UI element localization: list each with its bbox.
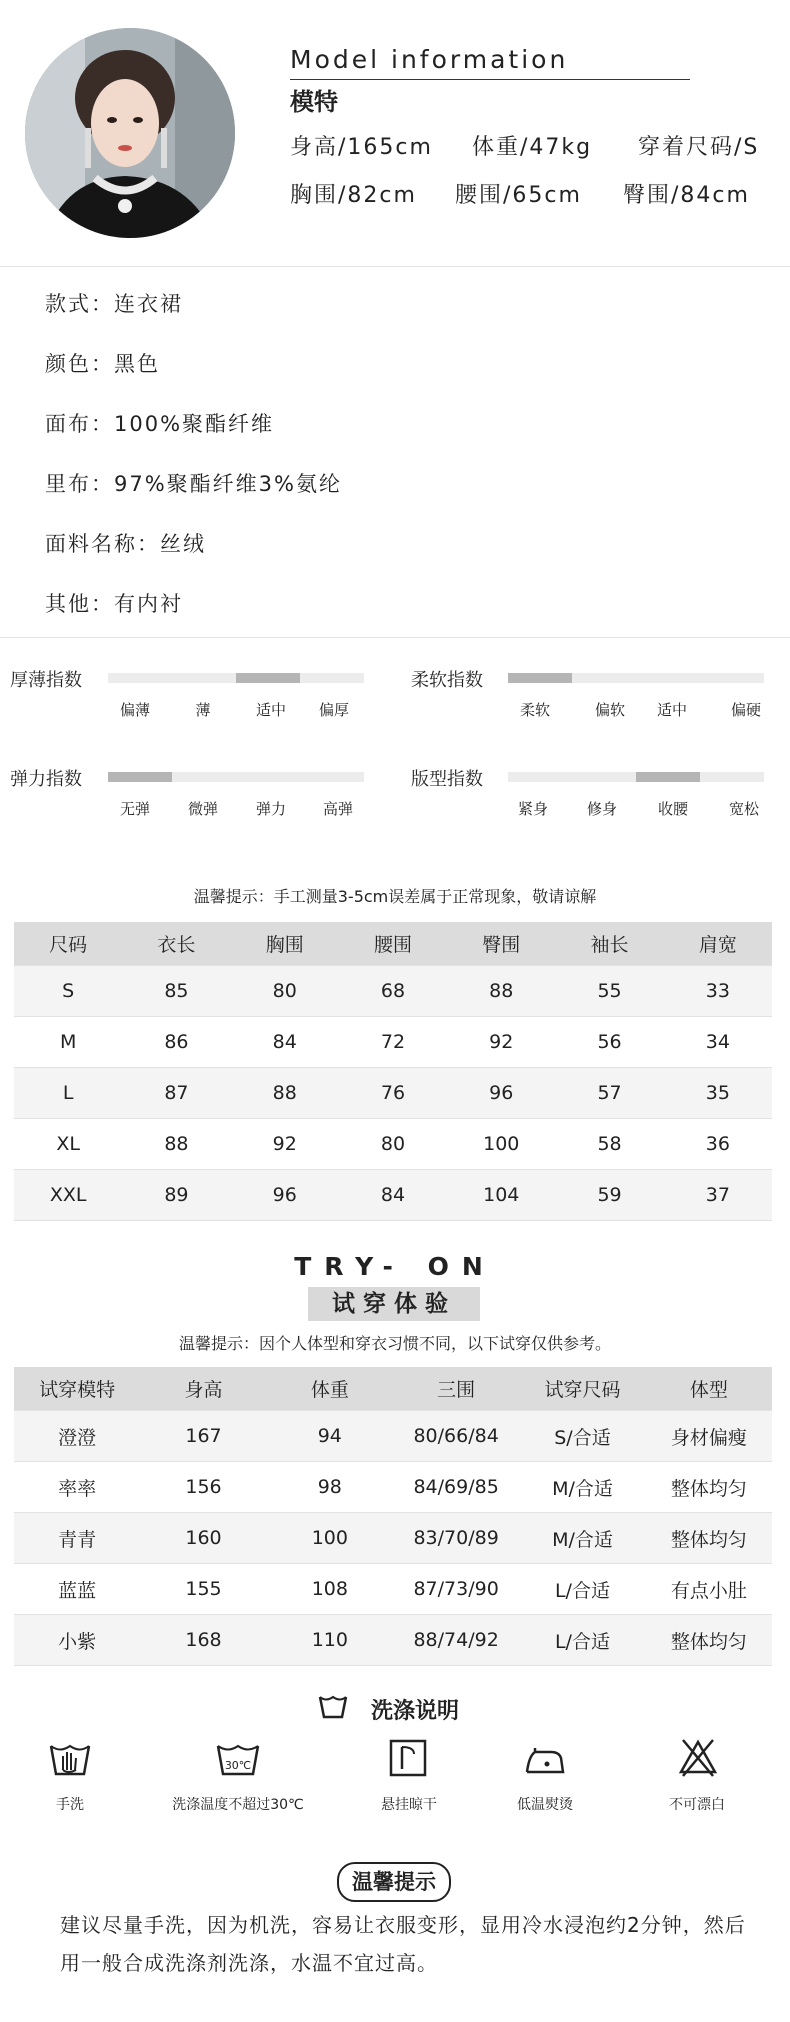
tick-label: 柔软 <box>519 701 550 719</box>
table-cell: 34 <box>664 1017 772 1068</box>
table-cell: 104 <box>447 1170 555 1221</box>
table-cell: 58 <box>555 1119 663 1170</box>
tick-label: 弹力 <box>255 800 286 818</box>
size-note: 温馨提示：手工测量3-5cm误差属于正常现象，敬请谅解 <box>193 887 597 906</box>
tick-label: 偏厚 <box>318 701 349 719</box>
column-header: 肩宽 <box>664 922 772 966</box>
table-row <box>14 1564 772 1615</box>
table-cell: 155 <box>140 1564 266 1615</box>
spec-lining: 里布：97%聚酯纤维3%氨纶 <box>45 472 342 496</box>
table-cell: 36 <box>664 1119 772 1170</box>
column-header: 三围 <box>393 1367 519 1411</box>
spec-style: 款式：连衣裙 <box>45 292 183 316</box>
tick-label: 紧身 <box>517 800 548 818</box>
table-cell: 80 <box>339 1119 447 1170</box>
tick-label: 薄 <box>195 701 211 719</box>
model-hip: 臀围/84cm <box>623 183 750 208</box>
hand-wash-icon <box>48 1740 92 1784</box>
table-cell: L/合适 <box>519 1615 645 1666</box>
softness-index <box>411 666 483 692</box>
table-cell: 37 <box>664 1170 772 1221</box>
model-avatar <box>25 28 235 238</box>
table-cell: 有点小肚 <box>646 1564 772 1615</box>
column-header: 体型 <box>646 1367 772 1411</box>
tick-label: 适中 <box>255 701 286 719</box>
table-cell: L/合适 <box>519 1564 645 1615</box>
table-cell: 88 <box>231 1068 339 1119</box>
fit-index <box>411 765 483 791</box>
column-header: 衣长 <box>122 922 230 966</box>
table-cell: 167 <box>140 1411 266 1462</box>
table-cell: 68 <box>339 966 447 1017</box>
table-cell: 76 <box>339 1068 447 1119</box>
table-cell: 89 <box>122 1170 230 1221</box>
table-cell: 55 <box>555 966 663 1017</box>
tick-label: 适中 <box>656 701 687 719</box>
model-size: 穿着尺码/S <box>638 135 760 160</box>
table-row <box>14 1411 772 1462</box>
table-cell: 88/74/92 <box>393 1615 519 1666</box>
wash-title: 洗涤说明 <box>370 1699 459 1724</box>
index-title: 柔软指数 <box>411 670 483 691</box>
column-header: 试穿模特 <box>14 1367 140 1411</box>
table-cell: 56 <box>555 1017 663 1068</box>
table-cell: 156 <box>140 1462 266 1513</box>
elasticity-index <box>10 765 82 791</box>
table-cell: XL <box>14 1119 122 1170</box>
table-cell: 84 <box>339 1170 447 1221</box>
wash-label: 洗涤温度不超过30℃ <box>172 1797 304 1813</box>
tryon-table <box>14 1367 772 1666</box>
table-cell: 33 <box>664 966 772 1017</box>
index-title: 厚薄指数 <box>10 670 82 691</box>
table-cell: 87/73/90 <box>393 1564 519 1615</box>
elasticity-bar <box>108 772 364 782</box>
spec-fabric: 面布：100%聚酯纤维 <box>45 412 275 436</box>
table-row <box>14 1068 772 1119</box>
column-header: 身高 <box>140 1367 266 1411</box>
table-cell: S <box>14 966 122 1017</box>
tick-label: 微弹 <box>187 800 218 818</box>
table-cell: M/合适 <box>519 1513 645 1564</box>
table-cell: 94 <box>267 1411 393 1462</box>
thickness-bar <box>108 673 364 683</box>
column-header: 袖长 <box>555 922 663 966</box>
table-cell: 整体均匀 <box>646 1513 772 1564</box>
title-underline <box>290 79 690 80</box>
table-row <box>14 1462 772 1513</box>
table-cell: M <box>14 1017 122 1068</box>
table-cell: 96 <box>447 1068 555 1119</box>
column-header: 尺码 <box>14 922 122 966</box>
wash-temp-text: 30℃ <box>224 1759 252 1772</box>
low-iron-icon <box>523 1744 567 1782</box>
no-bleach-icon <box>677 1736 719 1782</box>
tick-label: 无弹 <box>119 800 150 818</box>
tick-label: 偏硬 <box>730 701 761 719</box>
table-cell: 澄澄 <box>14 1411 140 1462</box>
divider <box>0 637 790 638</box>
table-cell: 59 <box>555 1170 663 1221</box>
table-row <box>14 1615 772 1666</box>
table-cell: 80/66/84 <box>393 1411 519 1462</box>
fit-bar <box>508 772 764 782</box>
table-cell: 168 <box>140 1615 266 1666</box>
column-header: 臀围 <box>447 922 555 966</box>
table-cell: 108 <box>267 1564 393 1615</box>
table-cell: 98 <box>267 1462 393 1513</box>
tips-title: 温馨提示 <box>337 1862 451 1902</box>
table-row <box>14 1119 772 1170</box>
table-row <box>14 1170 772 1221</box>
index-title: 弹力指数 <box>10 769 82 790</box>
table-cell: 83/70/89 <box>393 1513 519 1564</box>
wash-label: 悬挂晾干 <box>381 1797 437 1813</box>
column-header: 胸围 <box>231 922 339 966</box>
tick-label: 宽松 <box>728 800 759 818</box>
table-cell: 80 <box>231 966 339 1017</box>
spec-color: 颜色：黑色 <box>45 352 160 376</box>
table-cell: 84/69/85 <box>393 1462 519 1513</box>
divider <box>0 266 790 267</box>
table-cell: 88 <box>122 1119 230 1170</box>
table-cell: 整体均匀 <box>646 1615 772 1666</box>
wash-label: 不可漂白 <box>669 1797 725 1813</box>
tryon-note: 温馨提示：因个人体型和穿衣习惯不同，以下试穿仅供参考。 <box>178 1334 611 1353</box>
tick-label: 偏薄 <box>119 701 150 719</box>
wash-30-icon <box>215 1740 261 1784</box>
table-cell: 92 <box>231 1119 339 1170</box>
bar-fill <box>636 772 700 782</box>
model-weight: 体重/47kg <box>472 135 593 160</box>
table-cell: 84 <box>231 1017 339 1068</box>
tryon-title-cn: 试穿体验 <box>332 1291 456 1317</box>
bar-fill <box>236 673 300 683</box>
model-height: 身高/165cm <box>290 135 433 160</box>
table-cell: 小紫 <box>14 1615 140 1666</box>
table-row <box>14 1017 772 1068</box>
table-cell: 率率 <box>14 1462 140 1513</box>
wash-label: 手洗 <box>56 1797 84 1813</box>
model-title-en: Model information <box>290 45 569 74</box>
table-cell: 青青 <box>14 1513 140 1564</box>
table-cell: 蓝蓝 <box>14 1564 140 1615</box>
table-cell: 72 <box>339 1017 447 1068</box>
table-cell: 100 <box>267 1513 393 1564</box>
bar-fill <box>108 772 172 782</box>
softness-bar <box>508 673 764 683</box>
table-cell: 整体均匀 <box>646 1462 772 1513</box>
tick-label: 偏软 <box>594 701 625 719</box>
tips-line-2: 用一般合成洗涤剂洗涤，水温不宜过高。 <box>60 1951 438 1975</box>
table-cell: 92 <box>447 1017 555 1068</box>
table-cell: 100 <box>447 1119 555 1170</box>
model-waist: 腰围/65cm <box>455 183 582 208</box>
spec-other: 其他：有内衬 <box>45 592 183 616</box>
column-header: 腰围 <box>339 922 447 966</box>
table-row <box>14 966 772 1017</box>
table-row <box>14 1513 772 1564</box>
index-title: 版型指数 <box>411 769 483 790</box>
bar-fill <box>508 673 572 683</box>
table-header-row <box>14 922 772 966</box>
model-title-cn: 模特 <box>290 88 338 116</box>
table-cell: 身材偏瘦 <box>646 1411 772 1462</box>
size-table <box>14 922 772 1221</box>
thickness-index <box>10 666 82 692</box>
table-cell: 87 <box>122 1068 230 1119</box>
table-cell: 86 <box>122 1017 230 1068</box>
table-cell: 35 <box>664 1068 772 1119</box>
table-cell: 57 <box>555 1068 663 1119</box>
table-cell: L <box>14 1068 122 1119</box>
spec-material: 面料名称：丝绒 <box>45 532 206 556</box>
table-cell: 88 <box>447 966 555 1017</box>
table-cell: 96 <box>231 1170 339 1221</box>
table-cell: 110 <box>267 1615 393 1666</box>
table-cell: M/合适 <box>519 1462 645 1513</box>
tryon-title-en: TRY- ON <box>294 1252 496 1281</box>
model-bust: 胸围/82cm <box>290 183 417 208</box>
table-cell: XXL <box>14 1170 122 1221</box>
column-header: 体重 <box>267 1367 393 1411</box>
tips-line-1: 建议尽量手洗，因为机洗，容易让衣服变形，显用冷水浸泡约2分钟，然后 <box>60 1913 746 1937</box>
column-header: 试穿尺码 <box>519 1367 645 1411</box>
tick-label: 高弹 <box>322 800 353 818</box>
wash-label: 低温熨烫 <box>517 1797 573 1813</box>
tick-label: 收腰 <box>657 800 688 818</box>
hang-dry-icon <box>388 1738 428 1782</box>
table-header-row <box>14 1367 772 1411</box>
table-cell: 85 <box>122 966 230 1017</box>
tick-label: 修身 <box>586 800 617 818</box>
table-cell: 160 <box>140 1513 266 1564</box>
table-cell: S/合适 <box>519 1411 645 1462</box>
